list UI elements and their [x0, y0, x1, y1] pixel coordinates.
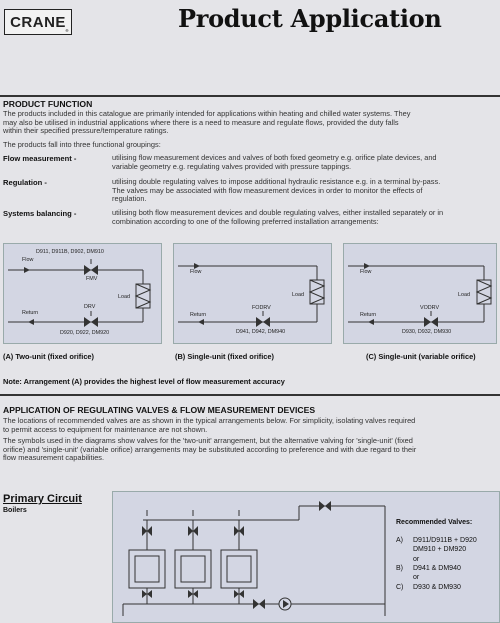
- primary-circuit-title: Primary Circuit: [3, 493, 82, 505]
- arrangement-b-load-label: Load: [292, 292, 304, 298]
- product-function-intro: [3, 110, 498, 136]
- arrangement-b-flow-label: Flow: [190, 269, 202, 275]
- arrangement-b-bottom-codes: D941, D942, DM940: [236, 329, 286, 335]
- intro-line: may also be utilised in industrial applications where there is a need to measure and regulate flows, provided the duty falls: [3, 117, 399, 127]
- option-b-letter: B): [396, 565, 403, 572]
- option-c-letter: C): [396, 584, 404, 591]
- arrangement-a-valve-label: DRV: [84, 304, 96, 310]
- arrangement-a-meter-label: FMV: [86, 276, 98, 282]
- option-a-line2: DM910 + DM920: [413, 546, 467, 553]
- para-line: The symbols used in the diagrams show valves for the 'two-unit' arrangement, but the alternative valving for 'single-unit' (fixed: [3, 436, 413, 445]
- section-divider: [0, 394, 500, 396]
- desc-line: variable geometry e.g. regulating valves provided with pressure tappings.: [112, 161, 352, 171]
- desc-line: utilising flow measurement devices and valves of both fixed geometry e.g. orifice plate devices, and: [112, 153, 437, 162]
- recommended-valves-heading: Recommended Valves:: [396, 519, 473, 526]
- option-b-or: or: [413, 574, 420, 581]
- grouping-term-flow-measurement: Flow measurement -: [3, 154, 77, 163]
- desc-line: regulation.: [112, 194, 147, 204]
- arrangement-a-load-label: Load: [118, 294, 130, 300]
- intro-line: The products included in this catalogue are primarily intended for applications within heating and chilled water systems. They: [3, 109, 411, 118]
- intro-line: within their specified pressure/temperature ratings.: [3, 126, 169, 136]
- option-a-letter: A): [396, 537, 403, 544]
- para-line: to permit access to equipment for maintenance are not shown.: [3, 424, 208, 434]
- arrangement-a-diagram: [3, 243, 162, 344]
- desc-line: combination according to one of the following preferred installation arrangements:: [112, 216, 379, 226]
- application-heading: APPLICATION OF REGULATING VALVES & FLOW MEASUREMENT DEVICES: [3, 405, 316, 415]
- arrangement-a-bottom-codes: D920, D922, DM920: [60, 330, 110, 336]
- arrangement-c-load-label: Load: [458, 292, 470, 298]
- application-para2: [3, 437, 498, 463]
- arrangement-b-diagram: [173, 243, 332, 344]
- primary-circuit-schematic: [113, 492, 499, 622]
- desc-line: utilising double regulating valves to impose additional hydraulic resistance e.g. in a terminal by-pass.: [112, 177, 441, 186]
- grouping-term-regulation: Regulation -: [3, 178, 47, 187]
- arrangement-a-caption: (A) Two-unit (fixed orifice): [3, 352, 95, 361]
- arrangement-b-valve-label: FODRV: [252, 305, 271, 311]
- arrangement-a-return-label: Return: [22, 310, 39, 316]
- header-divider: [0, 95, 500, 97]
- primary-circuit-diagram: [112, 491, 500, 623]
- arrangement-c-flow-label: Flow: [360, 269, 372, 275]
- logo-registered-mark: ®: [65, 28, 69, 33]
- para-line: flow measurement capabilities.: [3, 453, 105, 463]
- desc-line: The valves may be associated with flow measurement devices in order to monitor the effects of: [112, 185, 423, 195]
- arrangement-note: Note: Arrangement (A) provides the highest level of flow measurement accuracy: [3, 377, 285, 386]
- arrangement-b-return-label: Return: [190, 312, 207, 318]
- arrangement-c-bottom-codes: D930, D932, DM930: [402, 329, 452, 335]
- crane-logo: [4, 9, 72, 35]
- product-function-heading: PRODUCT FUNCTION: [3, 99, 93, 109]
- option-a-or: or: [413, 556, 420, 563]
- arrangement-c-return-label: Return: [360, 312, 377, 318]
- option-a-line1: D911/D911B + D920: [413, 537, 477, 544]
- grouping-term-systems-balancing: Systems balancing -: [3, 209, 77, 218]
- para-line: The locations of recommended valves are as shown in the typical arrangements below. For simplicity, isolating valves required: [3, 416, 416, 425]
- grouping-desc-flow-measurement: [112, 154, 498, 171]
- application-para1: [3, 417, 498, 434]
- logo-text: CRANE: [10, 13, 66, 31]
- para-line: orifice) and 'single-unit' (variable orifice) arrangements may be substituted according to preference and with due regard to their: [3, 444, 417, 454]
- arrangement-a-flow-label: Flow: [22, 257, 34, 263]
- arrangement-c-valve-label: VODRV: [420, 305, 440, 311]
- arrangement-a-top-codes: D911, D911B, D902, DM910: [36, 249, 104, 255]
- grouping-desc-systems-balancing: [112, 209, 498, 226]
- page-title: Product Application: [178, 4, 442, 33]
- desc-line: utilising both flow measurement devices and double regulating valves, either installed separately or in: [112, 208, 444, 217]
- arrangement-c-caption: (C) Single-unit (variable orifice): [366, 352, 476, 361]
- option-b-line1: D941 & DM940: [413, 565, 461, 572]
- arrangement-b-caption: (B) Single-unit (fixed orifice): [175, 352, 274, 361]
- primary-circuit-subtitle: Boilers: [3, 507, 27, 514]
- option-c-line1: D930 & DM930: [413, 584, 461, 591]
- groupings-intro: The products fall into three functional groupings:: [3, 140, 161, 149]
- arrangement-c-diagram: [343, 243, 497, 344]
- grouping-desc-regulation: [112, 178, 498, 204]
